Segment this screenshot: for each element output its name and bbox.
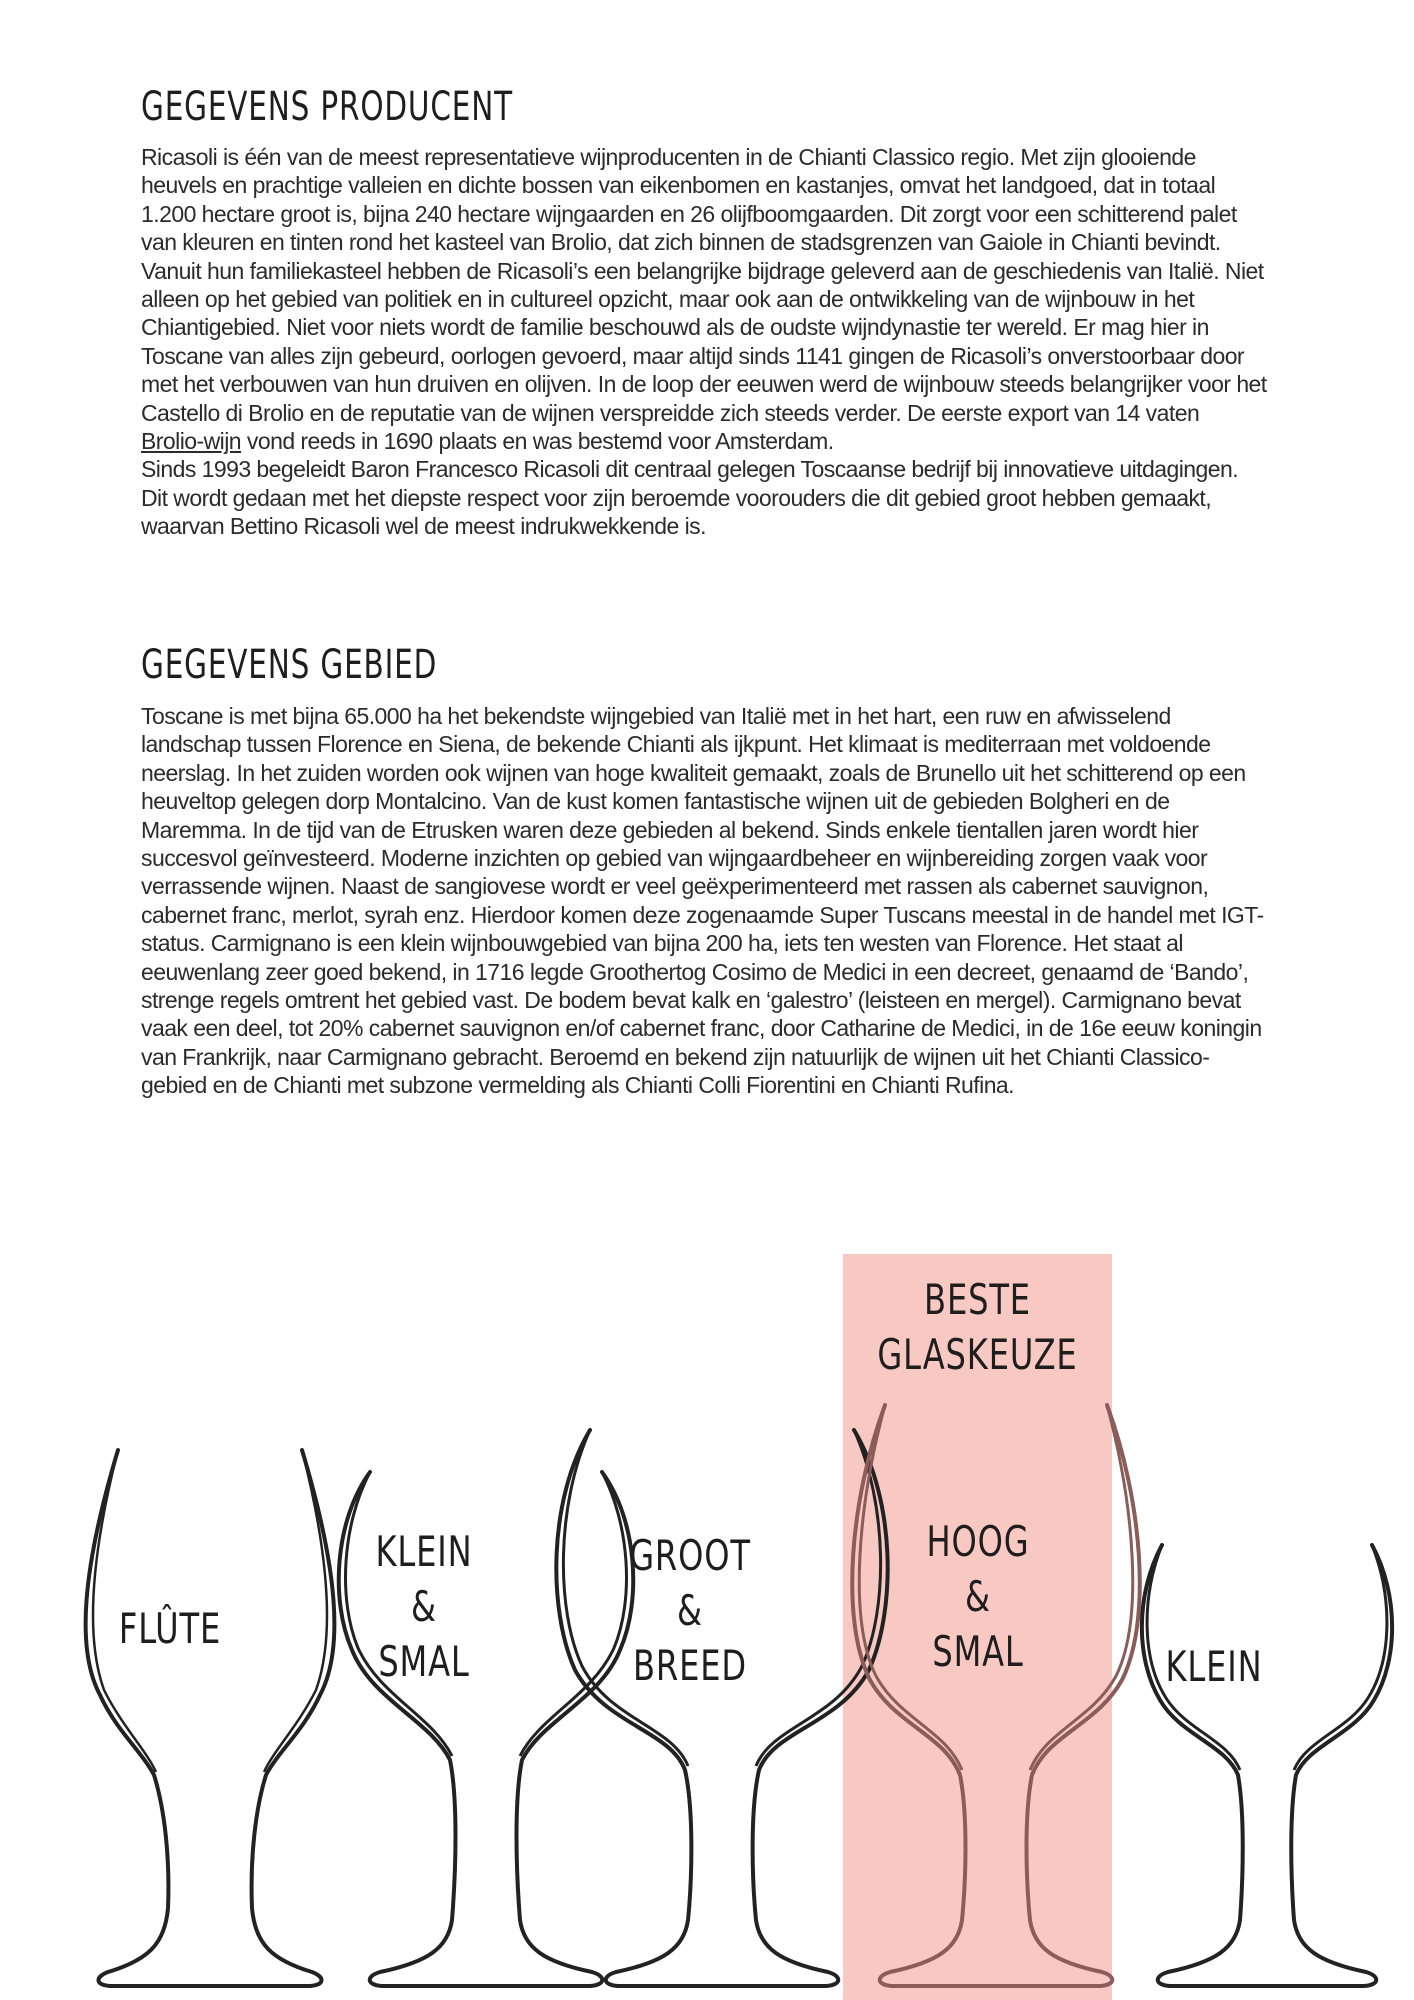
flute-glass-icon [86, 1450, 335, 1986]
best-glass-label-line-2: GLASKEUZE [877, 1330, 1078, 1379]
region-paragraph: Toscane is met bijna 65.000 ha het bekendste wijngebied van Italië met in het hart, een ruw en afwisselend landschap tussen Florence en Siena, de bekende Chianti als ijkpunt. Het klimaat is mediterraan met voldoende neerslag. In het zuiden worden ook wijnen van hoge kwaliteit gemaakt, zoals de Brunello uit het schitterend op een heuveltop gelegen dorp Montalcino. Van de kust komen fantastische wijnen uit de gebieden Bolgheri en de Maremma. In de tijd van de Etrusken waren deze gebieden al bekend. Sinds enkele tientallen jaren wordt hier succesvol geïnvesteerd. Moderne inzichten op gebied van wijngaardbeheer en wijnbereiding zorgen vaak voor verrassende wijnen. Naast de sangiovese wordt er veel geëxperimenteerd met rassen als cabernet sauvignon, cabernet franc, merlot, syrah enz. Hierdoor komen deze zogenaamde Super Tuscans meestal in de handel met IGT-status. Carmignano is een klein wijnbouwgebied van bijna 200 ha, iets ten westen van Florence. Het staat al eeuwenlang zeer goed bekend, in 1716 legde Groothertog Cosimo de Medici in een decreet, genaamd de ‘Bando’, strenge regels omtrent het gebied vast. De bodem bevat kalk en ‘galestro’ (leisteen en mergel). Carmignano bevat vaak een deel, tot 20% cabernet sauvignon en/of cabernet franc, door Catharine de Medici, in de 16e eeuw koningin van Frankrijk, naar Carmignano gebracht. Beroemd en bekend zijn natuurlijk de wijnen uit het Chianti Classico-gebied en de Chianti met subzone vermelding als Chianti Colli Fiorentini en Chianti Rufina. [141, 703, 1264, 1099]
small-glass-icon [1142, 1545, 1392, 1986]
best-glass-label-line-1: BESTE [924, 1275, 1031, 1324]
glass-labels [119, 1518, 1263, 1691]
large-wide-glass-icon [556, 1430, 887, 1986]
glass-label-1-line-1: & [411, 1583, 437, 1632]
glass-label-3-line-0: HOOG [926, 1518, 1030, 1567]
glass-label-1-line-0: KLEIN [375, 1528, 473, 1577]
brolio-wine-link[interactable]: Brolio-wijn [141, 428, 242, 455]
glass-label-4-line-0: KLEIN [1165, 1643, 1263, 1692]
tall-narrow-glass-icon [852, 1405, 1140, 1986]
producer-paragraph-1-part-2: vond reeds in 1690 plaats en was bestemd voor Amsterdam. [241, 428, 834, 455]
producer-paragraph-1-part-1: Ricasoli is één van de meest representatieve wijnproducenten in de Chianti Classico regio. Met zijn glooiende heuvels en prachtige valleien en dichte bossen van eikenbomen en kastanjes, omvat het landgoed, dat in totaal 1.200 hectare groot is, bijna 240 hectare wijngaarden en 26 olijfboomgaarden. Dit zorgt voor een schitterend palet van kleuren en tinten rond het kasteel van Brolio, dat zich binnen de stadsgrenzen van Gaiole in Chianti bevindt. Vanuit hun familiekasteel hebben de Ricasoli’s een belangrijke bijdrage geleverd aan de geschiedenis van Italië. Niet alleen op het gebied van politiek en in cultureel opzicht, maar ook aan de ontwikkeling van de wijnbouw in het Chiantigebied. Niet voor niets wordt de familie beschouwd als de oudste wijndynastie ter wereld. Er mag hier in Toscane van alles zijn gebeurd, oorlogen gevoerd, maar altijd sinds 1141 gingen de Ricasoli’s onverstoorbaar door met het verbouwen van hun druiven en olijven. In de loop der eeuwen werd de wijnbouw steeds belangrijker voor het Castello di Brolio en de reputatie van de wijnen verspreidde zich steeds verder. De eerste export van 14 vaten [141, 144, 1267, 426]
region-section-title: GEGEVENS GEBIED [141, 642, 438, 688]
glass-label-3-line-2: SMAL [932, 1628, 1024, 1677]
glass-label-2-line-1: & [677, 1587, 703, 1636]
glass-label-2-line-0: GROOT [629, 1532, 751, 1581]
glass-label-1-line-2: SMAL [378, 1638, 470, 1687]
glass-label-2-line-2: BREED [633, 1642, 747, 1691]
producer-section-title: GEGEVENS PRODUCENT [141, 84, 513, 130]
glass-label-3-line-1: & [965, 1573, 991, 1622]
producer-paragraph-2: Sinds 1993 begeleidt Baron Francesco Ricasoli dit centraal gelegen Toscaanse bedrijf bij innovatieve uitdagingen. Dit wordt gedaan met het diepste respect voor zijn beroemde voorouders die dit gebied groot hebben gemaakt, waarvan Bettino Ricasoli wel de meest indrukwekkende is. [141, 456, 1239, 540]
glass-label-0-line-0: FLÛTE [118, 1605, 222, 1654]
